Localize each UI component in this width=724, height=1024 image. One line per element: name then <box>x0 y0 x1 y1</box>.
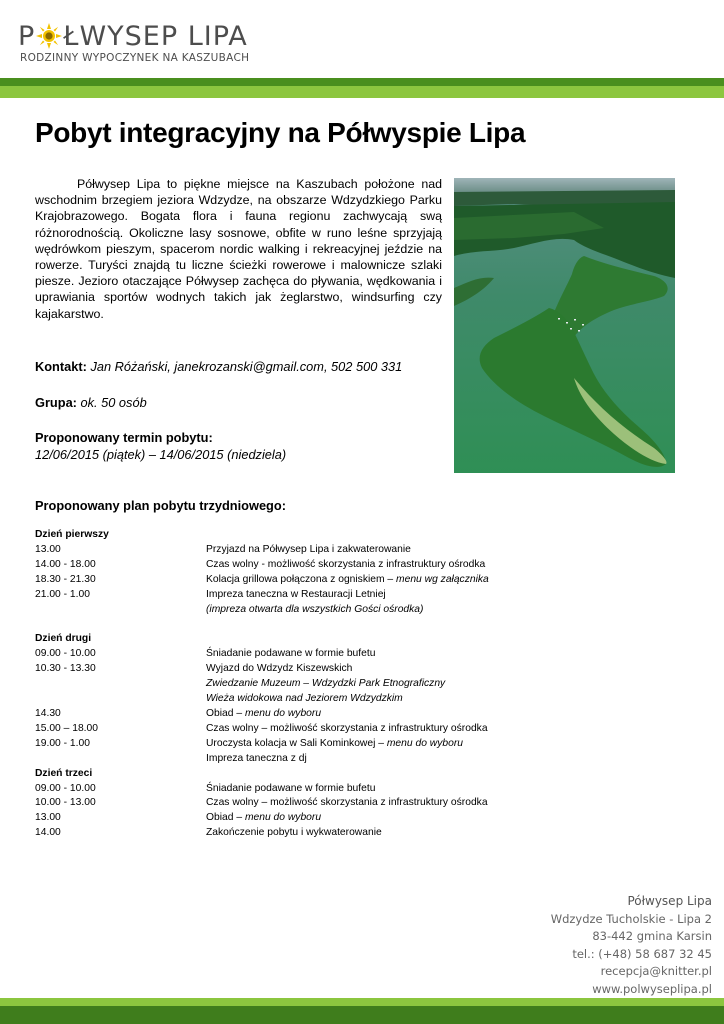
schedule-row: 15.00 – 18.00 Czas wolny – możliwość skorzystania z infrastruktury ośrodka <box>35 722 488 734</box>
day-label: Dzień drugi <box>35 633 92 645</box>
footer-phone: tel.: (+48) 58 687 32 45 <box>572 946 712 961</box>
page-title: Pobyt integracyjny na Półwyspie Lipa <box>35 117 526 148</box>
footer-bar-dark <box>0 1006 724 1024</box>
footer-address <box>551 893 712 999</box>
schedule-row: (impreza otwarta dla wszystkich Gości ośrodka) <box>206 603 424 615</box>
logo-subtitle: RODZINNY WYPOCZYNEK NA KASZUBACH <box>20 52 250 64</box>
schedule-row: 10.30 - 13.30 Wyjazd do Wdzydz Kiszewskich <box>35 663 353 675</box>
logo <box>18 22 278 68</box>
footer-email[interactable]: recepcja@knitter.pl <box>600 964 712 979</box>
schedule-row: 13.00 Przyjazd na Półwysep Lipa i zakwaterowanie <box>35 543 411 555</box>
sun-icon <box>36 23 62 49</box>
day-label: Dzień trzeci <box>35 767 93 779</box>
schedule-row: Zwiedzanie Muzeum – Wdzydzki Park Etnograficzny <box>206 678 446 690</box>
footer-bar-light <box>0 998 724 1006</box>
footer-line: 83-442 gmina Karsin <box>592 929 712 944</box>
schedule-row: 14.30 Obiad – menu do wyboru <box>35 707 322 719</box>
schedule-row: 14.00 - 18.00 Czas wolny - możliwość skorzystania z infrastruktury ośrodka <box>35 558 486 570</box>
schedule-row: 19.00 - 1.00 Uroczysta kolacja w Sali Kominkowej – menu do wyboru <box>35 737 463 749</box>
schedule-row: 21.00 - 1.00 Impreza taneczna w Restauracji Letniej <box>35 588 386 600</box>
logo-title: P ŁWYSEP LIPA <box>18 21 248 52</box>
group-line <box>35 395 147 410</box>
schedule-row: 14.00 Zakończenie pobytu i wykwaterowanie <box>35 827 382 839</box>
group-label: Grupa: <box>35 395 77 410</box>
footer-website[interactable]: www.polwyseplipa.pl <box>592 981 712 996</box>
schedule-row: 10.00 - 13.00 Czas wolny – możliwość skorzystania z infrastruktury ośrodka <box>35 797 488 809</box>
peninsula-photo <box>454 178 675 473</box>
header-bar-dark <box>0 78 724 86</box>
schedule-row: 18.30 - 21.30 Kolacja grillowa połączona z ogniskiem – menu wg załącznika <box>35 573 489 585</box>
schedule-row: 09.00 - 10.00 Śniadanie podawane w formie bufetu <box>35 782 376 794</box>
schedule-row: 09.00 - 10.00 Śniadanie podawane w formie bufetu <box>35 648 376 660</box>
intro-paragraph: Półwysep Lipa to piękne miejsce na Kaszubach położone nad wschodnim brzegiem jeziora Wdzydze, na obszarze Wdzydzkiego Parku Krajobrazowego. Bogata flora i fauna regionu zachwycają swą różnorodnością. Okoliczne lasy sosnowe, obfite w runo leśne sprzyjają wędrówkom pieszym, spacerom nordic walking i rekreacyjnej jeździe na rowerze. Turyści znajdą tu liczne ścieżki rowerowe i malownicze szlaki piesze. Jezioro otaczające Półwysep zachęca do pływania, wędkowania i uprawiania sportów wodnych takich jak żeglarstwo, windsurfing czy kajakarstwo. <box>35 177 442 321</box>
term-value: 12/06/2015 (piątek) – 14/06/2015 (niedziela) <box>35 447 287 462</box>
schedule-row: 13.00 Obiad – menu do wyboru <box>35 812 322 824</box>
day-label: Dzień pierwszy <box>35 529 109 540</box>
footer-name: Półwysep Lipa <box>627 894 712 908</box>
schedule-row: Impreza taneczna z dj <box>206 752 307 764</box>
plan-title: Proponowany plan pobytu trzydniowego: <box>35 498 286 513</box>
term-label: Proponowany termin pobytu: <box>35 430 213 445</box>
contact-value: Jan Różański, janekrozanski@gmail.com, 502 500 331 <box>90 359 403 374</box>
group-value: ok. 50 osób <box>80 395 147 410</box>
contact-label: Kontakt: <box>35 359 87 374</box>
schedule-row: Wieża widokowa nad Jeziorem Wdzydzkim <box>206 693 403 705</box>
footer-line: Wdzydze Tucholskie - Lipa 2 <box>550 911 712 926</box>
schedule <box>35 528 555 841</box>
contact-line <box>35 359 402 374</box>
header-bar-light <box>0 86 724 98</box>
